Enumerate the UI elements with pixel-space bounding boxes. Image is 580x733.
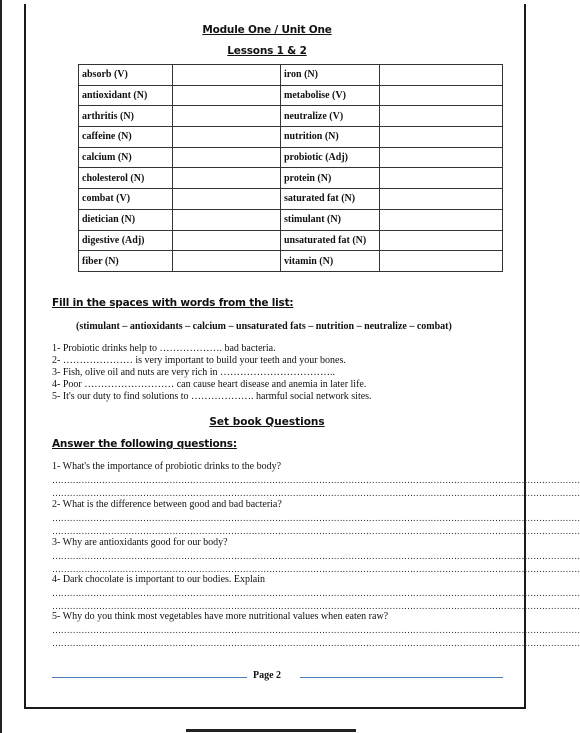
- table-row: [79, 106, 503, 127]
- vocab-meaning-cell: [173, 65, 281, 86]
- question-5: 5- Why do you think most vegetables have more nutritional values when eaten raw?: [52, 611, 389, 622]
- table-row: [79, 230, 503, 251]
- answer-line: ………………………………………………………………………………………………………………………………………………………………: [52, 625, 580, 635]
- fill-in-item-2: 2- ………………… is very important to build your teeth and your bones.: [52, 355, 346, 366]
- vocab-word-cell: nutrition (N): [281, 127, 380, 148]
- fill-in-item-4: 4- Poor ……………………… can cause heart disease and anemia in later life.: [52, 379, 367, 390]
- vocab-meaning-cell: [173, 168, 281, 189]
- vocab-word-cell: absorb (V): [79, 65, 173, 86]
- word-list: (stimulant – antioxidants – calcium – unsaturated fats – nutrition – neutralize – combat): [76, 321, 452, 332]
- fill-in-heading: Fill in the spaces with words from the list:: [52, 297, 294, 309]
- page-edge-left: [0, 0, 2, 733]
- answer-line: ………………………………………………………………………………………………………………………………………………………………: [52, 588, 580, 598]
- answer-line: ………………………………………………………………………………………………………………………………………………………………: [52, 475, 580, 485]
- vocab-meaning-cell: [173, 127, 281, 148]
- fill-in-item-3: 3- Fish, olive oil and nuts are very rich in ……………………………..: [52, 367, 336, 378]
- question-2: 2- What is the difference between good and bad bacteria?: [52, 499, 282, 510]
- vocab-meaning-cell: [173, 209, 281, 230]
- vocab-meaning-cell: [173, 85, 281, 106]
- vocab-meaning-cell: [380, 85, 503, 106]
- answer-line: ………………………………………………………………………………………………………………………………………………………………: [52, 601, 580, 611]
- vocab-word-cell: caffeine (N): [79, 127, 173, 148]
- vocab-meaning-cell: [173, 251, 281, 272]
- vocab-meaning-cell: [380, 147, 503, 168]
- vocab-word-cell: protein (N): [281, 168, 380, 189]
- vocab-word-cell: stimulant (N): [281, 209, 380, 230]
- vocab-word-cell: digestive (Adj): [79, 230, 173, 251]
- vocab-word-cell: metabolise (V): [281, 85, 380, 106]
- vocab-word-cell: combat (V): [79, 189, 173, 210]
- answer-line: ………………………………………………………………………………………………………………………………………………………………: [52, 564, 580, 574]
- answer-line: ………………………………………………………………………………………………………………………………………………………………: [52, 526, 580, 536]
- vocab-word-cell: cholesterol (N): [79, 168, 173, 189]
- page-edge-bottom: [186, 729, 356, 732]
- answer-line: ………………………………………………………………………………………………………………………………………………………………: [52, 488, 580, 498]
- vocab-word-cell: unsaturated fat (N): [281, 230, 380, 251]
- vocab-word-cell: neutralize (V): [281, 106, 380, 127]
- vocab-meaning-cell: [380, 230, 503, 251]
- module-title: Module One / Unit One: [202, 24, 332, 36]
- question-3: 3- Why are antioxidants good for our body?: [52, 537, 228, 548]
- vocab-word-cell: probiotic (Adj): [281, 147, 380, 168]
- vocab-word-cell: arthritis (N): [79, 106, 173, 127]
- vocab-word-cell: vitamin (N): [281, 251, 380, 272]
- vocab-meaning-cell: [173, 147, 281, 168]
- vocab-word-cell: saturated fat (N): [281, 189, 380, 210]
- vocab-word-cell: calcium (N): [79, 147, 173, 168]
- page-number: [0, 670, 534, 681]
- table-row: [79, 65, 503, 86]
- vocab-meaning-cell: [380, 65, 503, 86]
- set-book-heading: Set book Questions: [209, 416, 325, 428]
- vocab-meaning-cell: [380, 209, 503, 230]
- page-number-label: Page 2: [247, 670, 287, 681]
- lessons-title: Lessons 1 & 2: [227, 45, 307, 57]
- vocabulary-table: [78, 64, 503, 272]
- vocab-meaning-cell: [380, 168, 503, 189]
- question-1: 1- What's the importance of probiotic drinks to the body?: [52, 461, 282, 472]
- vocab-meaning-cell: [380, 251, 503, 272]
- table-row: [79, 189, 503, 210]
- table-row: [79, 251, 503, 272]
- vocab-word-cell: fiber (N): [79, 251, 173, 272]
- table-row: [79, 168, 503, 189]
- question-4: 4- Dark chocolate is important to our bodies. Explain: [52, 574, 266, 585]
- fill-in-item-5: 5- It's our duty to find solutions to ………………. harmful social network sites.: [52, 391, 372, 402]
- vocab-meaning-cell: [380, 106, 503, 127]
- vocab-word-cell: iron (N): [281, 65, 380, 86]
- fill-in-item-1: 1- Probiotic drinks help to ………………. bad bacteria.: [52, 343, 276, 354]
- table-row: [79, 209, 503, 230]
- vocab-meaning-cell: [173, 230, 281, 251]
- vocab-word-cell: antioxidant (N): [79, 85, 173, 106]
- vocab-meaning-cell: [380, 189, 503, 210]
- vocab-word-cell: dietician (N): [79, 209, 173, 230]
- answer-line: ………………………………………………………………………………………………………………………………………………………………: [52, 513, 580, 523]
- table-row: [79, 127, 503, 148]
- answer-line: ………………………………………………………………………………………………………………………………………………………………: [52, 551, 580, 561]
- vocab-meaning-cell: [380, 127, 503, 148]
- table-row: [79, 85, 503, 106]
- answer-questions-heading: Answer the following questions:: [52, 438, 237, 450]
- table-row: [79, 147, 503, 168]
- vocab-meaning-cell: [173, 189, 281, 210]
- vocab-meaning-cell: [173, 106, 281, 127]
- answer-line: ………………………………………………………………………………………………………………………………………………………………: [52, 638, 580, 648]
